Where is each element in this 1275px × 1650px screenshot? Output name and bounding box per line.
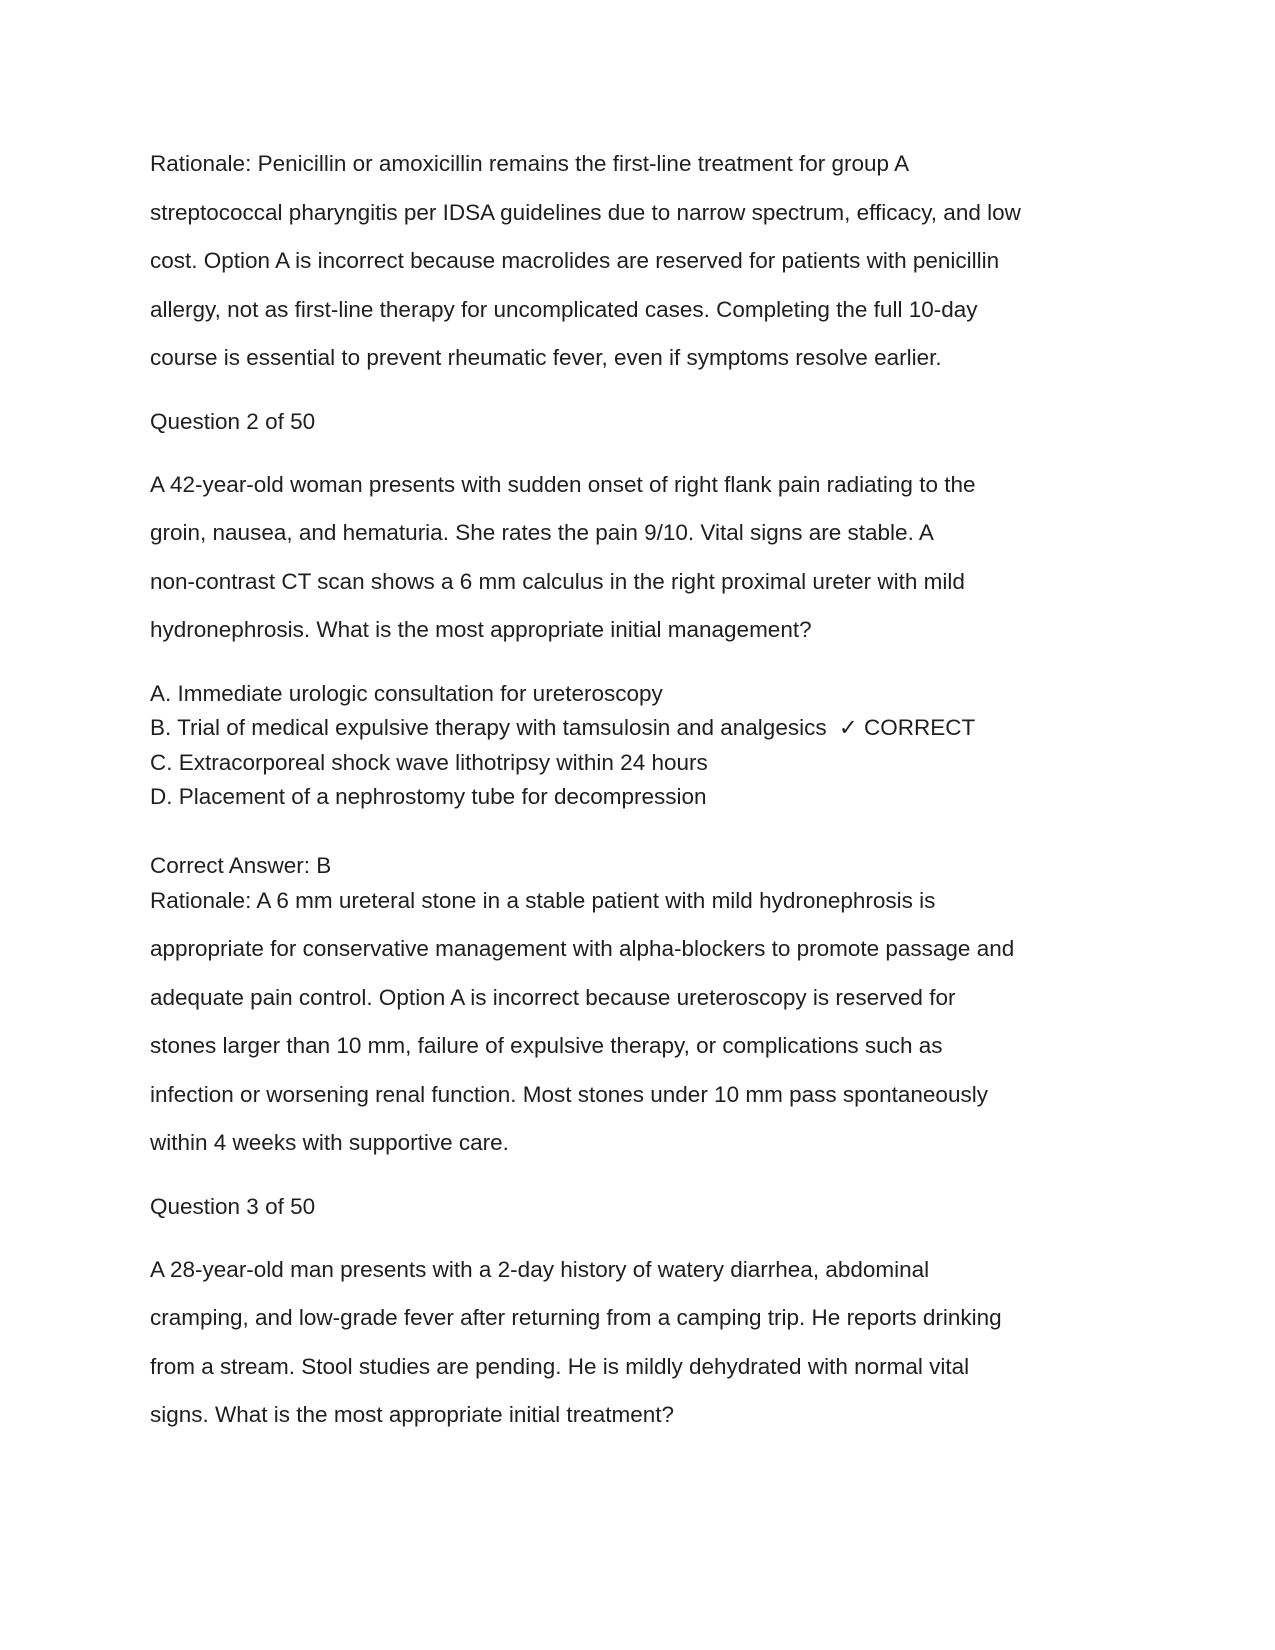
rationale-q2-line: infection or worsening renal function. Most stones under 10 mm pass spontaneously <box>150 1081 988 1107</box>
rationale-q2 <box>150 877 1130 1168</box>
rationale-q2-line: within 4 weeks with supportive care. <box>150 1130 509 1155</box>
rationale-q2-line: Rationale: A 6 mm ureteral stone in a stable patient with mild hydronephrosis is <box>150 887 936 913</box>
rationale-q1 <box>150 140 1130 383</box>
question-3-stem-line: from a stream. Stool studies are pending. He is mildly dehydrated with normal vital <box>150 1353 970 1379</box>
question-3-stem-line: signs. What is the most appropriate initial treatment? <box>150 1402 674 1427</box>
rationale-q1-line: cost. Option A is incorrect because macrolides are reserved for patients with penicillin <box>150 248 1000 273</box>
rationale-q2-line: stones larger than 10 mm, failure of expulsive therapy, or complications such as <box>150 1033 943 1058</box>
document-content <box>150 140 1130 1440</box>
option-c <box>150 746 1130 781</box>
option-c-text: C. Extracorporeal shock wave lithotripsy within 24 hours <box>150 749 708 775</box>
rationale-q1-line: Rationale: Penicillin or amoxicillin remains the first-line treatment for group A <box>150 151 910 176</box>
question-3-heading: Question 3 of 50 <box>150 1193 316 1219</box>
question-3-stem-line: A 28-year-old man presents with a 2-day history of watery diarrhea, abdominal <box>150 1256 930 1282</box>
option-b-text: B. Trial of medical expulsive therapy with tamsulosin and analgesics <box>150 715 827 740</box>
option-d <box>150 780 1130 815</box>
option-a-text: A. Immediate urologic consultation for ureteroscopy <box>150 680 663 706</box>
question-2-stem-line: groin, nausea, and hematuria. She rates the pain 9/10. Vital signs are stable. A <box>150 520 934 545</box>
question-3-stem <box>150 1246 1130 1440</box>
rationale-q2-line: adequate pain control. Option A is incorrect because ureteroscopy is reserved for <box>150 984 956 1010</box>
option-a <box>150 677 1130 712</box>
option-d-text: D. Placement of a nephrostomy tube for decompression <box>150 784 707 809</box>
rationale-q1-line: streptococcal pharyngitis per IDSA guidelines due to narrow spectrum, efficacy, and low <box>150 199 1021 225</box>
rationale-q2-line: appropriate for conservative management with alpha-blockers to promote passage and <box>150 936 1015 961</box>
question-2-stem-line: hydronephrosis. What is the most appropriate initial management? <box>150 617 812 642</box>
rationale-q1-line: allergy, not as first-line therapy for uncomplicated cases. Completing the full 10-day <box>150 296 978 322</box>
question-2-correct-answer: Correct Answer: B <box>150 852 332 878</box>
option-b <box>150 711 1130 746</box>
correct-check-mark: ✓ CORRECT <box>838 715 976 740</box>
question-2-stem <box>150 461 1130 655</box>
question-2-stem-line: non-contrast CT scan shows a 6 mm calculus in the right proximal ureter with mild <box>150 568 965 594</box>
question-3-stem-line: cramping, and low-grade fever after returning from a camping trip. He reports drinking <box>150 1305 1002 1330</box>
question-2-options <box>150 677 1130 815</box>
question-2-heading: Question 2 of 50 <box>150 408 316 434</box>
rationale-q1-line: course is essential to prevent rheumatic fever, even if symptoms resolve earlier. <box>150 345 942 370</box>
question-2-stem-line: A 42-year-old woman presents with sudden onset of right flank pain radiating to the <box>150 471 976 497</box>
